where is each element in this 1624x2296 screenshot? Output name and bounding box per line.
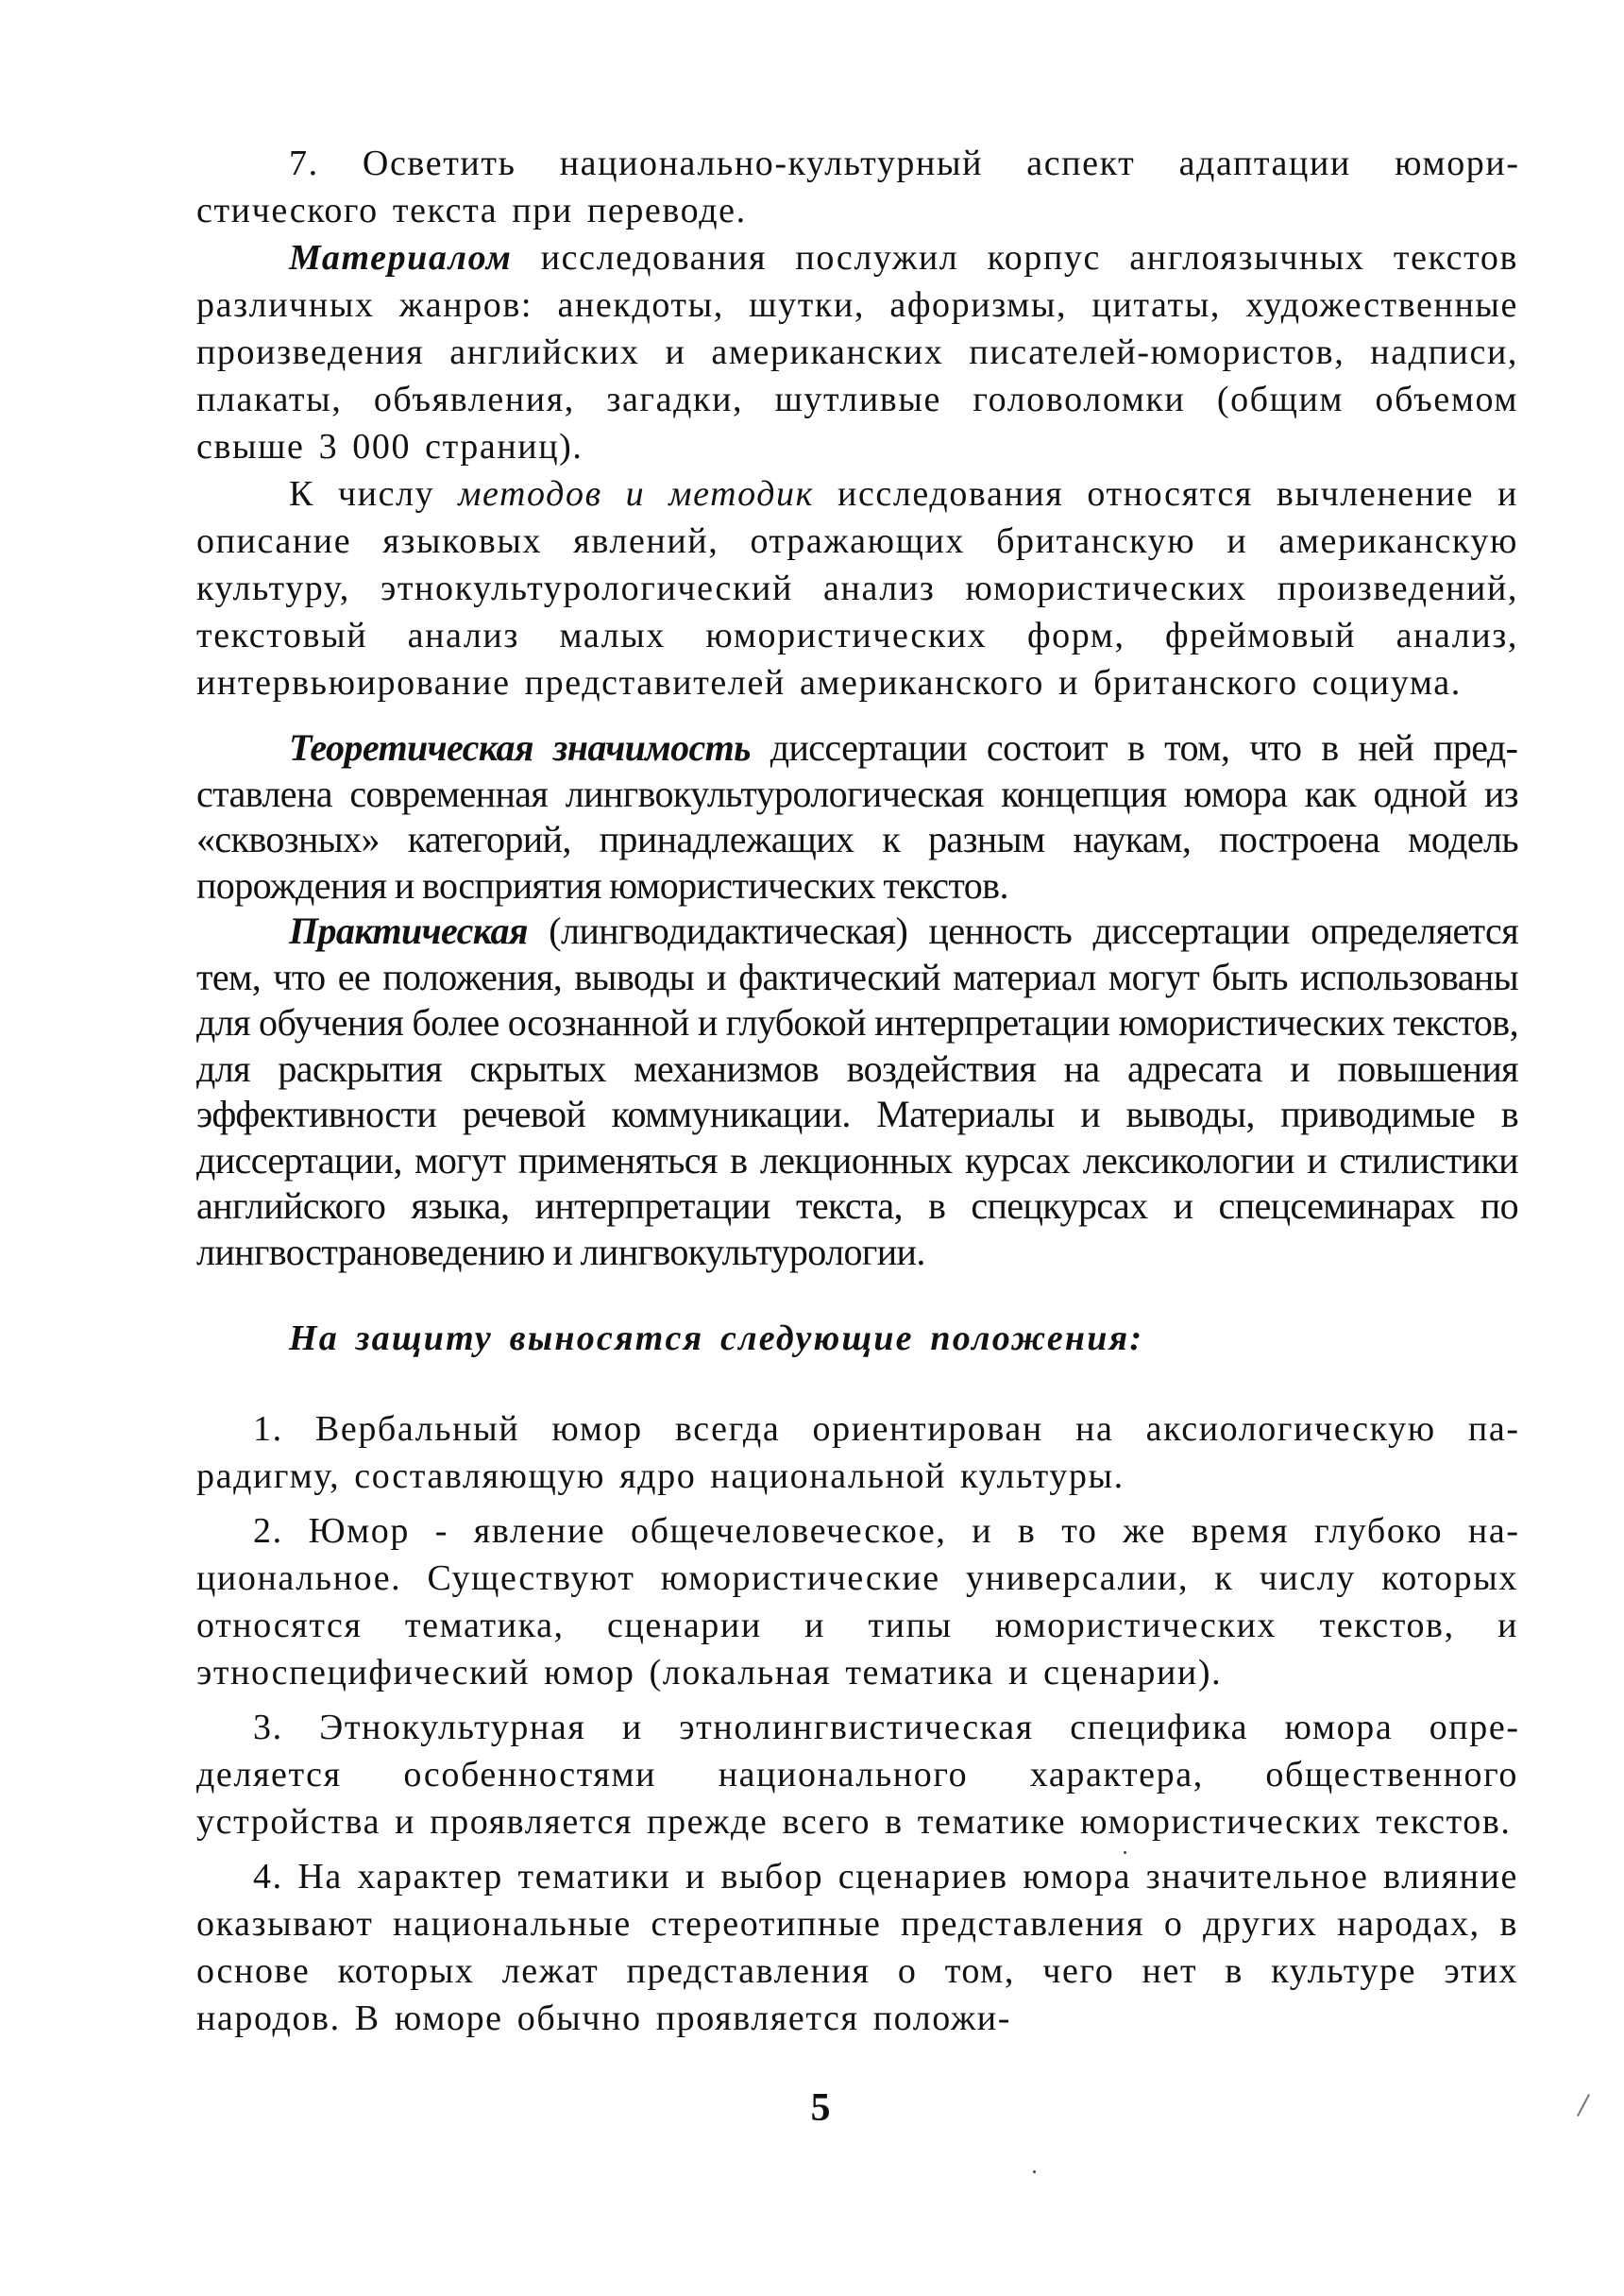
- theoretical-text: диссертации состоит в том, что в ней представлена современная лингвокультурологическая концепция юмора как одной из «сквозных» категорий, принадлежащих к разным наукам, построена модель порождения и восприятия юмористических текстов.: [196, 726, 1518, 907]
- objective-item-7: [196, 140, 1518, 234]
- significance-block: [196, 725, 1518, 1275]
- theses-heading: На защиту выносятся следующие положения:: [289, 1318, 1144, 1358]
- objective-item-7-text: 7. Осветить национально-культурный аспект адаптации юмористического текста при переводе.: [196, 144, 1518, 230]
- page-number: 5: [810, 2086, 831, 2130]
- methods-paragraph: [196, 470, 1518, 706]
- theoretical-paragraph: [196, 725, 1518, 909]
- practical-text: (лингводидактическая) ценность диссертации определяется тем, что ее положения, выводы и фактический материал могут быть использованы для обучения более осознанной и глубокой интерпретации юмористических текстов, для раскрытия скрытых механизмов воздействия на адресата и повышения эффективности речевой коммуникации. Материалы и выводы, приводимые в диссертации, могут применяться в лекционных курсах лексикологии и стилистики английского языка, интерпретации текста, в спецкурсах и спецсеминарах по лингвострановедению и лингвокультурологии.: [196, 910, 1518, 1273]
- scan-mark: [1577, 2094, 1590, 2117]
- methods-after: исследования относятся вычленение и описание языковых явлений, отражающих британскую и американскую культуру, этнокультурологический анализ юмористических произведений, текстовый анализ малых юмористических форм, фреймовый анализ, интервьюирование представителей американского и британского социума.: [196, 474, 1518, 703]
- methods-before: К числу: [289, 474, 459, 514]
- scan-speck: [1124, 1851, 1126, 1854]
- material-lead: Материалом: [289, 238, 513, 278]
- thesis-item-3: 3. Этнокультурная и этнолингвистическая специфика юмора определяется особенностями национального характера, общественного устройства и проявляется прежде всего в тематике юмористических текстов.: [196, 1708, 1518, 1842]
- theses-list: [196, 1405, 1518, 2042]
- theoretical-lead: Теоретическая значимость: [289, 726, 751, 769]
- material-paragraph: [196, 234, 1518, 470]
- thesis-item-1: 1. Вербальный юмор всегда ориентирован на аксиологическую парадигму, составляющую ядро национальной культуры.: [196, 1409, 1518, 1496]
- thesis-item-4: 4. На характер тематики и выбор сценариев юмора значительное влияние оказывают национальные стереотипные представления о других народах, в основе которых лежат представления о том, чего нет в культуре этих народов. В юморе обычно проявляется положи-: [196, 1857, 1518, 2038]
- thesis-item-2: 2. Юмор - явление общечеловеческое, и в то же время глубоко национальное. Существуют юмористические универсалии, к числу которых относятся тематика, сценарии и типы юмористических текстов, и этноспецифический юмор (локальная тематика и сценарии).: [196, 1511, 1518, 1692]
- intro-block: [196, 140, 1518, 706]
- practical-lead: Практическая: [289, 910, 528, 952]
- practical-paragraph: [196, 909, 1518, 1275]
- scan-speck: [1033, 2170, 1036, 2173]
- methods-emphasis: методов и методик: [458, 474, 815, 514]
- material-text: исследования послужил корпус англоязычных текстов различных жанров: анекдоты, шутки, афоризмы, цитаты, художественные произведения английских и американских писателей-юмористов, надписи, плакаты, объявления, загадки, шутливые головоломки (общим объемом свыше 3 000 страниц).: [196, 238, 1518, 467]
- theses-heading-block: [196, 1315, 1518, 1362]
